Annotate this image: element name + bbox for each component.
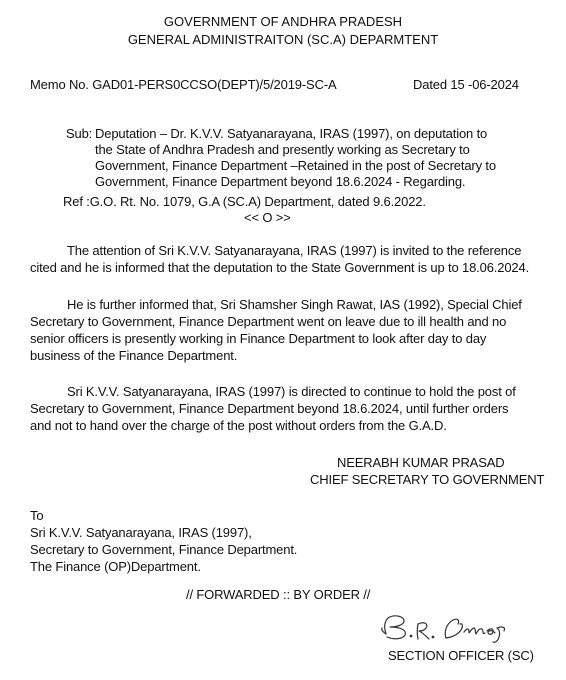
- paragraph-line: He is further informed that, Sri Shamsher Singh Rawat, IAS (1992), Special Chief: [67, 297, 522, 312]
- addressee-line: Sri K.V.V. Satyanarayana, IRAS (1997),: [30, 525, 252, 540]
- paragraph-line: Secretary to Government, Finance Department went on leave due to ill health and no: [30, 314, 507, 329]
- subject-label: Sub:: [66, 126, 93, 141]
- paragraph-line: The attention of Sri K.V.V. Satyanarayana, IRAS (1997) is invited to the reference: [67, 243, 522, 258]
- addressee-line: Secretary to Government, Finance Department.: [30, 542, 298, 557]
- forwarded-by-order: // FORWARDED :: BY ORDER //: [186, 587, 371, 602]
- subject-line: the State of Andhra Pradesh and presently working as Secretary to: [95, 142, 470, 157]
- addressee-line: The Finance (OP)Department.: [30, 559, 201, 574]
- subject-text: [95, 126, 496, 190]
- header-line-2: GENERAL ADMINISTRAITON (SC.A) DEPARMTENT: [127, 32, 439, 47]
- header-line-1: GOVERNMENT OF ANDHRA PRADESH: [163, 14, 403, 29]
- paragraph-line: and not to hand over the charge of the post without orders from the G.A.D.: [30, 418, 447, 433]
- signatory-designation: CHIEF SECRETARY TO GOVERNMENT: [310, 472, 545, 487]
- handwritten-signature: [374, 610, 534, 646]
- paragraph-line: business of the Finance Department.: [30, 348, 238, 363]
- subject-line: Government, Finance Department –Retained in the post of Secretary to: [95, 158, 496, 173]
- subject-line: Deputation – Dr. K.V.V. Satyanarayana, IRAS (1997), on deputation to: [95, 126, 488, 141]
- subject-line: Government, Finance Department beyond 18.6.2024 - Regarding.: [95, 174, 466, 189]
- memo-number: Memo No. GAD01-PERS0CCSO(DEPT)/5/2019-SC-A: [30, 77, 337, 92]
- section-officer-designation: SECTION OFFICER (SC): [388, 648, 534, 663]
- paragraph-line: Secretary to Government, Finance Department beyond 18.6.2024, until further orders: [30, 401, 509, 416]
- paragraph-line: cited and he is informed that the deputation to the State Government is up to 18.06.2024.: [30, 260, 530, 275]
- memo-date: Dated 15 -06-2024: [413, 77, 519, 92]
- paragraph-line: Sri K.V.V. Satyanarayana, IRAS (1997) is directed to continue to hold the post of: [67, 384, 516, 399]
- to-label: To: [30, 508, 44, 523]
- reference-text: Ref :G.O. Rt. No. 1079, G.A (SC.A) Department, dated 9.6.2022.: [63, 194, 426, 209]
- signatory-name: NEERABH KUMAR PRASAD: [337, 455, 505, 470]
- paragraph-line: senior officers is presently working in Finance Department to look after day to day: [30, 331, 487, 346]
- reference-separator: << O >>: [244, 210, 291, 225]
